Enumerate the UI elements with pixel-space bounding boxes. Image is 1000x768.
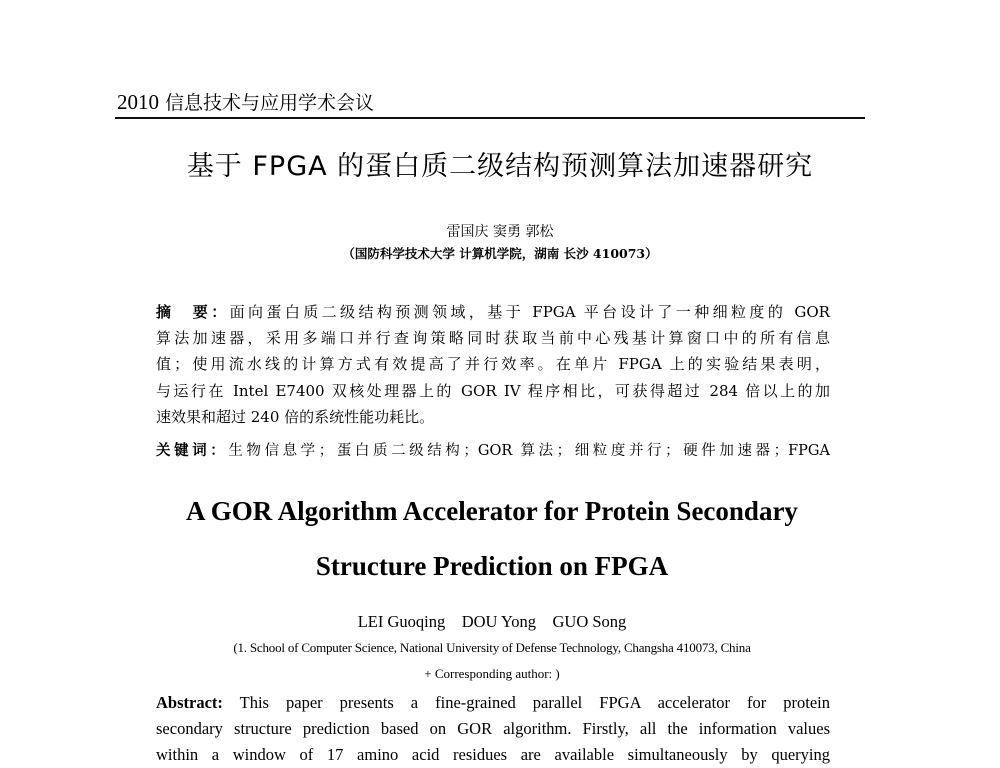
english-abstract-text: This paper presents a fine-grained parallel FPGA accelerator for protein (222, 693, 830, 712)
corresponding-author: + Corresponding author: ) (424, 666, 560, 681)
english-abstract (156, 690, 830, 768)
chinese-abstract-label: 摘 要： (156, 303, 230, 321)
english-abstract-line: secondary structure prediction based on GOR algorithm. Firstly, all the information values (156, 719, 830, 738)
english-authors: LEI Guoqing DOU Yong GUO Song (357, 612, 627, 631)
chinese-affiliation: （国防科学技术大学 计算机学院，湖南 长沙 410073） (342, 246, 658, 261)
english-title-line-1: A GOR Algorithm Accelerator for Protein Secondary (186, 496, 798, 526)
chinese-title: 基于 FPGA 的蛋白质二级结构预测算法加速器研究 (186, 151, 814, 182)
chinese-abstract-line: 速效果和超过 240 倍的系统性能功耗比。 (156, 407, 435, 426)
english-affiliation: (1. School of Computer Science, National University of Defense Technology, Changsha 410073, China (233, 640, 751, 655)
chinese-abstract-line (156, 299, 830, 325)
chinese-keywords (156, 439, 830, 460)
english-abstract-line (156, 690, 830, 716)
running-head-year: 2010 (117, 90, 159, 114)
english-abstract-line: within a window of 17 amino acid residues are available simultaneously by querying (156, 745, 830, 764)
running-head-text: 信息技术与应用学术会议 (159, 92, 375, 114)
chinese-keywords-label: 关键词： (156, 443, 229, 459)
english-title-line-2: Structure Prediction on FPGA (315, 551, 669, 581)
chinese-abstract-line: 算法加速器，采用多端口并行查询策略同时获取当前中心残基计算窗口中的所有信息 (156, 329, 830, 348)
chinese-abstract-line: 值；使用流水线的计算方式有效提高了并行效率。在单片 FPGA 上的实验结果表明， (156, 355, 830, 374)
running-head (117, 88, 374, 115)
chinese-keywords-text: 生物信息学；蛋白质二级结构；GOR 算法；细粒度并行；硬件加速器；FPGA (228, 443, 830, 459)
chinese-abstract-line: 与运行在 Intel E7400 双核处理器上的 GOR IV 程序相比，可获得超过 284 倍以上的加 (156, 381, 830, 400)
english-abstract-label: Abstract: (156, 693, 223, 712)
chinese-abstract-text: 面向蛋白质二级结构预测领域，基于 FPGA 平台设计了一种细粒度的 GOR (229, 303, 830, 321)
chinese-authors: 雷国庆 窦勇 郭松 (446, 224, 554, 240)
chinese-abstract (156, 299, 830, 430)
header-rule (115, 117, 865, 119)
